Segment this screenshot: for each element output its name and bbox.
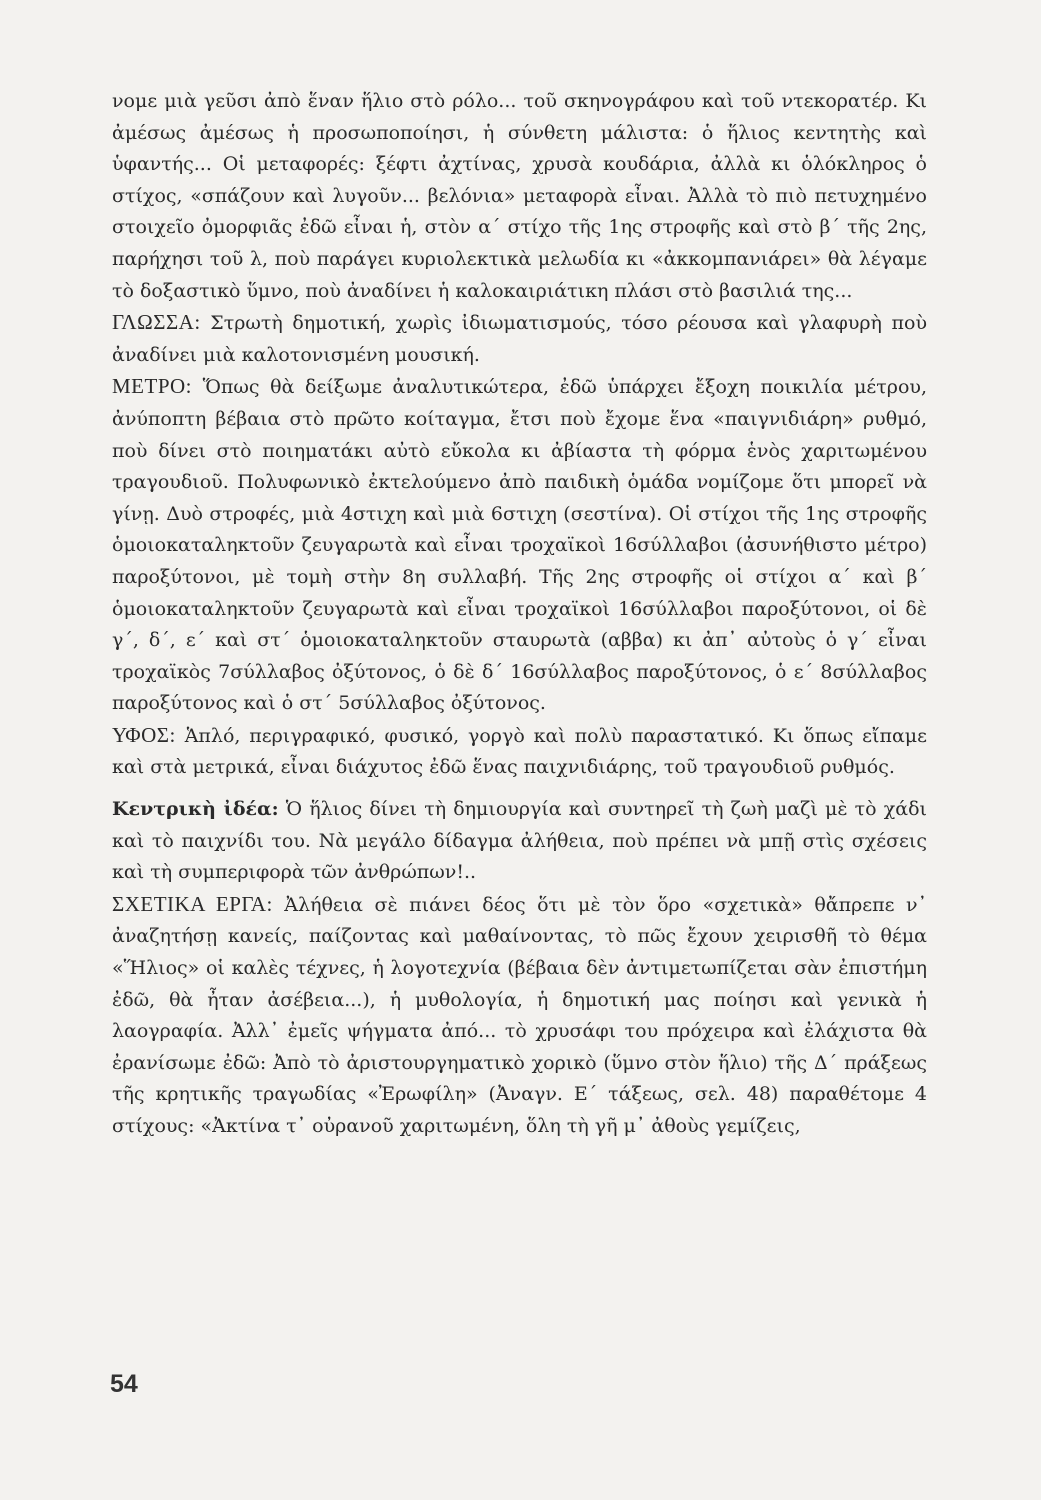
label-sxetika-erga: ΣΧΕΤΙΚΑ ΕΡΓΑ: (112, 891, 273, 916)
page-number: 54 (110, 1370, 138, 1398)
paragraph-kentriki-idea-text: Ὁ ἥλιος δίνει τὴ δημιουργία καὶ συντηρεῖ τὴ ζωὴ μαζὶ μὲ τὸ χάδι καὶ τὸ παιχνίδι του. Νὰ μεγάλο δίδαγμα ἀλήθεια, ποὺ πρέπει νὰ μπῇ στὶς σχέσεις καὶ τὴ συμπεριφορὰ τῶν ἀνθρώπων!.. (112, 798, 927, 884)
paragraph-glossa (112, 307, 927, 371)
paragraph-sxetika-erga-text: Ἀλήθεια σὲ πιάνει δέος ὅτι μὲ τὸν ὅρο «σχετικὰ» θἄπρεπε ν᾽ ἀναζητήσῃ κανείς, παίζοντας καὶ μαθαίνοντας, τὸ πῶς ἔχουν χειρισθῆ τὸ θέμα «Ἥλιος» οἱ καλὲς τέχνες, ἡ λογοτεχνία (βέβαια δὲν ἀντιμετωπίζεται σὰν ἐπιστήμη ἐδῶ, θὰ ἦταν ἀσέβεια...), ἡ μυθολογία, ἡ δημοτική μας ποίησι καὶ γενικὰ ἡ λαογραφία. Ἀλλ᾽ ἐμεῖς ψήγματα ἀπό... τὸ χρυσάφι του πρόχειρα καὶ ἐλάχιστα θὰ ἐρανίσωμε ἐδῶ: Ἀπὸ τὸ ἀριστουργηματικὸ χορικὸ (ὕμνο στὸν ἥλιο) τῆς Δ΄ πράξεως τῆς κρητικῆς τραγωδίας «Ἐρωφίλη» (Ἀναγν. Ε΄ τάξεως, σελ. 48) παραθέτομε 4 στίχους: «Ἀκτίνα τ᾽ οὐρανοῦ χαριτωμένη, ὅλη τὴ γῆ μ᾽ ἀθοὺς γεμίζεις, (112, 893, 927, 1137)
paragraph-gap (112, 784, 927, 794)
paragraph-yfos-text: Ἁπλό, περιγραφικό, φυσικό, γοργὸ καὶ πολὺ παραστατικό. Κι ὅπως εἴπαμε καὶ στὰ μετρικά, εἶναι διάχυτος ἐδῶ ἕνας παιχνιδιάρης, τοῦ τραγουδιοῦ ρυθμός. (112, 724, 927, 779)
paragraph-metro (112, 371, 927, 720)
label-yfos: ΥΦΟΣ: (112, 722, 176, 747)
paragraph-kentriki-idea (112, 794, 927, 889)
paragraph-intro (112, 86, 927, 307)
label-kentriki-idea: Κεντρικὴ ἰδέα: (112, 798, 279, 821)
paragraph-yfos (112, 720, 927, 784)
label-glossa: ΓΛΩΣΣΑ: (112, 310, 201, 335)
paragraph-sxetika-erga (112, 889, 927, 1143)
label-metro: ΜΕΤΡΟ: (112, 374, 193, 399)
paragraph-glossa-text: Στρωτὴ δημοτική, χωρὶς ἰδιωματισμούς, τόσο ρέουσα καὶ γλαφυρὴ ποὺ ἀναδίνει μιὰ καλοτονισμένη μουσική. (112, 312, 927, 366)
body-text (112, 86, 927, 1143)
paragraph-metro-text: Ὅπως θὰ δείξωμε ἀναλυτικώτερα, ἐδῶ ὑπάρχει ἔξοχη ποικιλία μέτρου, ἀνύποπτη βέβαια στὸ πρῶτο κοίταγμα, ἔτσι ποὺ ἔχομε ἕνα «παιγνιδιάρη» ρυθμό, ποὺ δίνει στὸ ποιηματάκι αὐτὸ εὔκολα κι ἀβίαστα τὴ φόρμα ἑνὸς χαριτωμένου τραγουδιοῦ. Πολυφωνικὸ ἐκτελούμενο ἀπὸ παιδικὴ ὁμάδα νομίζομε ὅτι μπορεῖ νὰ γίνῃ. Δυὸ στροφές, μιὰ 4στιχη καὶ μιὰ 6στιχη (σεστίνα). Οἱ στίχοι τῆς 1ης στροφῆς ὁμοιοκαταληκτοῦν ζευγαρωτὰ καὶ εἶναι τροχαϊκοὶ 16σύλλαβοι (ἀσυνήθιστο μέτρο) παροξύτονοι, μὲ τομὴ στὴν 8η συλλαβή. Τῆς 2ης στροφῆς οἱ στίχοι α΄ καὶ β΄ ὁμοιοκαταληκτοῦν ζευγαρωτὰ καὶ εἶναι τροχαϊκοὶ 16σύλλαβοι παροξύτονοι, οἱ δὲ γ΄, δ΄, ε΄ καὶ στ΄ ὁμοιοκαταληκτοῦν σταυρωτὰ (αββα) κι ἀπ᾽ αὐτοὺς ὁ γ΄ εἶναι τροχαϊκὸς 7σύλλαβος ὀξύτονος, ὁ δὲ δ΄ 16σύλλαβος παροξύτονος, ὁ ε΄ 8σύλλαβος παροξύτονος καὶ ὁ στ΄ 5σύλλαβος ὀξύτονος. (112, 376, 927, 715)
paragraph-intro-text: νομε μιὰ γεῦσι ἀπὸ ἕναν ἥλιο στὸ ρόλο... τοῦ σκηνογράφου καὶ τοῦ ντεκορατέρ. Κι ἀμέσως ἀμέσως ἡ προσωποποίησι, ἡ σύνθετη μάλιστα: ὁ ἥλιος κεντητὴς καὶ ὑφαντής... Οἱ μεταφορές: ξέφτι ἀχτίνας, χρυσὰ κουδάρια, ἀλλὰ κι ὁλόκληρος ὁ στίχος, «σπάζουν καὶ λυγοῦν... βελόνια» μεταφορὰ εἶναι. Ἀλλὰ τὸ πιὸ πετυχημένο στοιχεῖο ὀμορφιᾶς ἐδῶ εἶναι ἡ, στὸν α΄ στίχο τῆς 1ης στροφῆς καὶ στὸ β΄ τῆς 2ης, παρήχησι τοῦ λ, ποὺ παράγει κυριολεκτικὰ μελωδία κι «ἀκκομπανιάρει» θὰ λέγαμε τὸ δοξαστικὸ ὕμνο, ποὺ ἀναδίνει ἡ καλοκαιριάτικη πλάσι στὸ βασιλιά της... (112, 90, 927, 302)
